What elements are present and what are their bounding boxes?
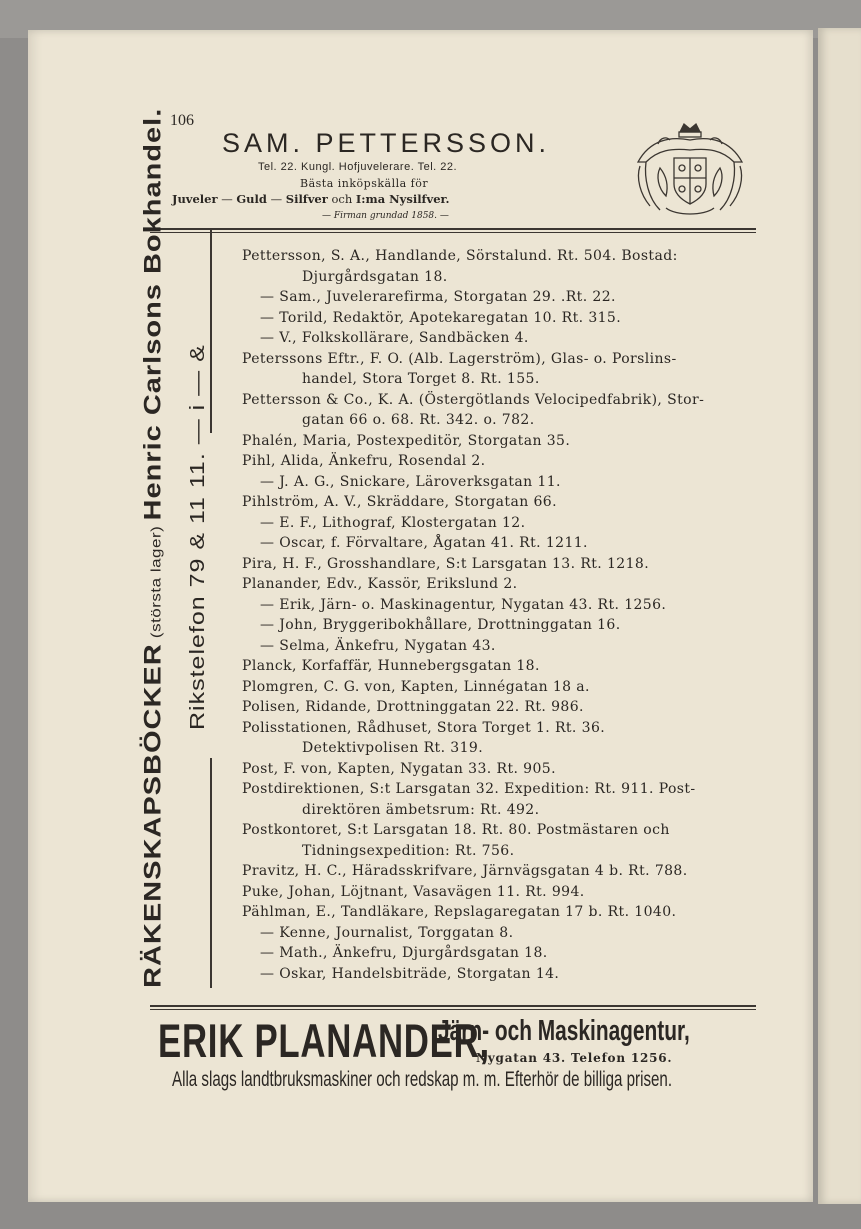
directory-entry: Pira, H. F., Grosshandlare, S:t Larsgatan 13. Rt. 1218. [242,555,650,572]
directory-entry: Pihl, Alida, Änkefru, Rosendal 2. [242,453,486,469]
side-ad-note: (största lager) [148,520,164,644]
header-business-name: SAM. PETTERSSON. [222,128,551,158]
bottom-ad-divider [150,1009,756,1010]
header-tagline: Bästa inköpskälla för [300,177,429,190]
directory-entry: Polisen, Ridande, Drottninggatan 22. Rt. 986. [242,699,584,715]
facing-page-edge [818,28,861,1204]
directory-entry: — Sam., Juvelerarefirma, Storgatan 29. .Rt. 22. [260,289,616,305]
directory-entry: — Kenne, Journalist, Torggatan 8. [260,924,514,941]
directory-entry: — J. A. G., Snickare, Läroverksgatan 11. [260,473,561,490]
directory-entry: Planander, Edv., Kassör, Erikslund 2. [242,576,518,592]
directory-entry: — Math., Änkefru, Djurgårdsgatan 18. [260,945,548,961]
directory-entry: Pihlström, A. V., Skräddare, Storgatan 66. [242,494,557,510]
directory-entry: Tidningsexpedition: Rt. 756. [302,842,515,859]
directory-entry: — Selma, Änkefru, Nygatan 43. [260,637,496,654]
directory-entry: Detektivpolisen Rt. 319. [302,740,484,756]
directory-entry: gatan 66 o. 68. Rt. 342. o. 782. [302,412,535,428]
directory-entry: Pettersson & Co., K. A. (Östergötlands Velocipedfabrik), Stor- [242,391,705,408]
goods-item: Guld [236,192,267,206]
directory-entry: Pravitz, H. C., Häradsskrifvare, Järnvägsgatan 4 b. Rt. 788. [242,863,688,879]
directory-entry: direktören ämbetsrum: Rt. 492. [302,801,540,818]
directory-entry: Post, F. von, Kapten, Nygatan 33. Rt. 905. [242,760,556,777]
bottom-ad-company: ERIK PLANANDER, [158,1014,490,1067]
directory-entry: Plomgren, C. G. von, Kapten, Linnégatan 18 a. [242,678,590,695]
directory-entry: Phalén, Maria, Postexpeditör, Storgatan 35. [242,432,571,449]
directory-entry: — E. F., Lithograf, Klostergatan 12. [260,514,526,531]
directory-entry: — Torild, Redaktör, Apotekaregatan 10. Rt. 315. [260,309,622,326]
directory-entry: — V., Folkskollärare, Sandbäcken 4. [260,330,529,346]
goods-separator: — [266,192,286,206]
header-telephone-line: Tel. 22. Kungl. Hofjuvelerare. Tel. 22. [258,161,458,173]
directory-entry: Pettersson, S. A., Handlande, Sörstalund. Rt. 504. Bostad: [242,248,678,264]
directory-entry: Pählman, E., Tandläkare, Repslagaregatan 17 b. Rt. 1040. [242,904,677,920]
directory-entry: Peterssons Eftr., F. O. (Alb. Lagerström), Glas- o. Porslins- [242,350,677,367]
goods-separator: och [327,192,356,206]
goods-item: Silfver [285,192,328,206]
directory-entry: Postdirektionen, S:t Larsgatan 32. Expedition: Rt. 911. Post- [242,781,696,797]
bottom-ad-business: Järn- och Maskinagentur, [438,1015,690,1047]
bottom-ad-tagline: Alla slags landtbruksmaskiner och redskap m. m. Efterhör de billiga prisen. [172,1068,673,1091]
header-goods-line [172,192,450,206]
side-ad-shop-name: Henric Carlsons Bokhandel. [140,107,167,521]
side-ad-telephone: Rikstelefon 79 & 11 11. — i — & [186,344,209,730]
directory-entry: Planck, Korfaffär, Hunnebergsgatan 18. [242,658,540,674]
bottom-ad-divider [150,1005,756,1007]
header-divider [150,228,756,230]
side-ad-main-line [140,108,167,988]
directory-entry: handel, Stora Torget 8. Rt. 155. [302,371,540,387]
directory-entry: Polisstationen, Rådhuset, Stora Torget 1. Rt. 36. [242,719,606,736]
royal-coat-of-arms-icon [630,118,750,220]
directory-entry: Djurgårdsgatan 18. [302,268,448,285]
bottom-ad-address: Nygatan 43. Telefon 1256. [476,1051,673,1065]
side-ad-rule [210,758,212,988]
header-founded-note: — Firman grundad 1858. — [322,211,449,221]
directory-entry: — John, Bryggeribokhållare, Drottninggatan 16. [260,617,621,633]
header-divider [150,232,756,233]
side-ad-rule [210,228,212,433]
directory-entry: — Oskar, Handelsbiträde, Storgatan 14. [260,965,560,982]
directory-entry: Postkontoret, S:t Larsgatan 18. Rt. 80. Postmästaren och [242,822,670,838]
side-ad-product: RÄKENSKAPSBÖCKER [140,643,167,988]
directory-entry: — Oscar, f. Förvaltare, Ågatan 41. Rt. 1211. [260,535,588,551]
goods-item: Juveler [172,192,218,206]
directory-entry: — Erik, Järn- o. Maskinagentur, Nygatan 43. Rt. 1256. [260,596,667,613]
page-number: 106 [170,112,194,129]
goods-separator: — [217,192,237,206]
goods-item: I:ma Nysilfver. [355,192,450,206]
directory-entry: Puke, Johan, Löjtnant, Vasavägen 11. Rt. 994. [242,883,585,900]
